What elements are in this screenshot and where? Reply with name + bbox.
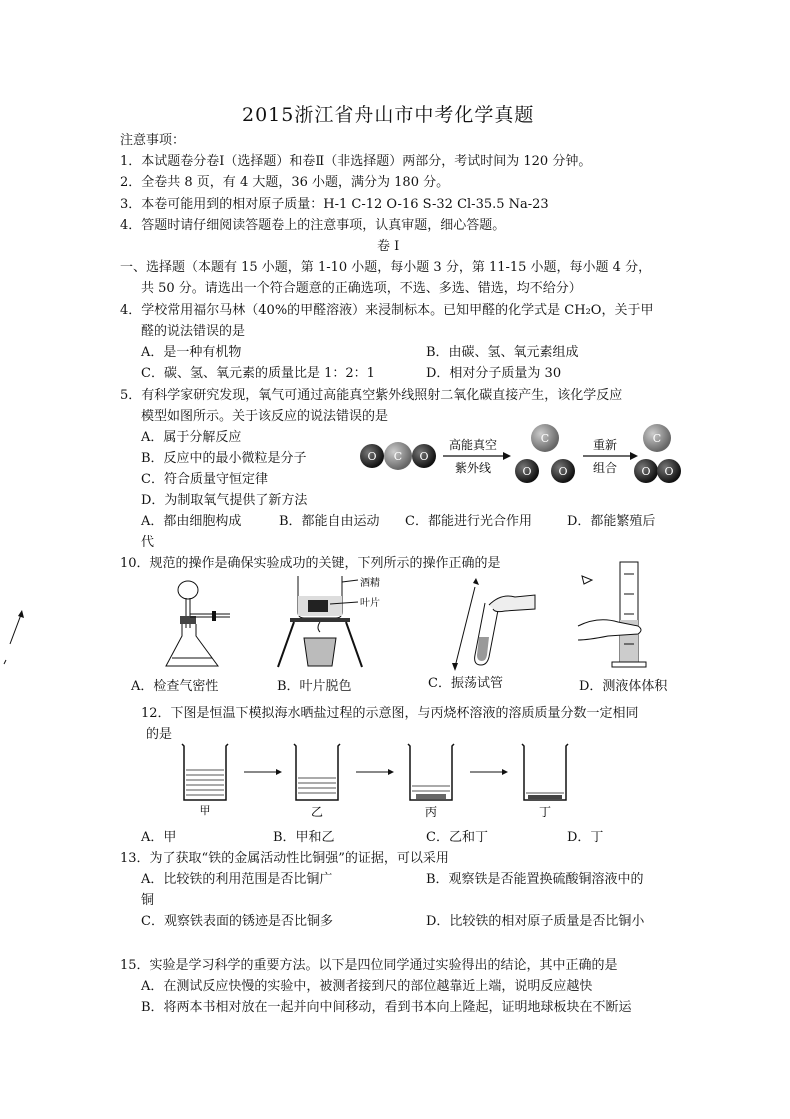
q13-option-d: D．比较铁的相对原子质量是否比铜小 — [426, 914, 645, 929]
q13-option-b: B．观察铁是否能置换硫酸铜溶液中的 — [426, 872, 644, 887]
arrow-condition-bottom: 紫外线 — [454, 461, 492, 475]
atom-label: O — [522, 465, 532, 478]
margin-arrow-mark — [4, 608, 34, 668]
q5-stem: 5．有科学家研究发现，氧气可通过高能真空紫外线照射二氧化碳直接产生，该化学反应 — [120, 388, 623, 403]
page-title: 2015浙江省舟山市中考化学真题 — [242, 104, 535, 126]
q4-stem: 4．学校常用福尔马林（40%的甲醛溶液）来浸制标本。已知甲醛的化学式是 CH₂O，关于甲 — [120, 303, 654, 318]
arrow-condition-bottom: 组合 — [592, 461, 618, 475]
q13-stem: 13．为了获取“铁的金属活动性比铜强”的证据，可以采用 — [120, 851, 449, 866]
note-item: 3．本卷可能用到的相对原子质量：H-1 C-12 O-16 S-32 Cl-35.5 Na-23 — [120, 197, 549, 212]
beaker-label: 乙 — [310, 805, 324, 819]
notes-heading: 注意事项： — [120, 133, 186, 148]
q4-option-b: B．由碳、氢、氧元素组成 — [426, 345, 579, 360]
reaction-model-diagram — [355, 418, 685, 490]
atom-label: O — [419, 450, 429, 463]
note-item: 2．全卷共 8 页，有 4 大题，36 小题，满分为 180 分。 — [120, 175, 450, 190]
q12-option-d: D．丁 — [567, 830, 604, 845]
beaker-yi — [294, 744, 340, 800]
section-instructions-line1: 一、选择题（本题有 15 小题，第 1-10 小题，每小题 3 分，第 11-15 小题，每小题 4 分， — [120, 260, 652, 275]
atom-label: C — [393, 450, 403, 463]
q10-option-d: D．测液体体积 — [579, 679, 668, 694]
q10-option-c: C．振荡试管 — [428, 676, 503, 691]
beaker-label: 丁 — [538, 805, 552, 819]
q15-stem: 15．实验是学习科学的重要方法。以下是四位同学通过实验得出的结论，其中正确的是 — [120, 958, 618, 973]
atom-label: O — [664, 465, 674, 478]
q5-option-b: B．反应中的最小微粒是分子 — [141, 451, 307, 466]
q13-option-c: C．观察铁表面的锈迹是否比铜多 — [141, 914, 333, 929]
alcohol-label: 酒精 — [360, 578, 380, 589]
atom-label: O — [367, 450, 377, 463]
q15-option-a: A．在测试反应快慢的实验中，被测者接到尺的部位越靠近上端，说明反应越快 — [141, 979, 593, 994]
q12-stem: 12．下图是恒温下模拟海水晒盐过程的示意图，与丙烧杯溶液的溶质质量分数一定相同 — [141, 706, 639, 721]
q-extra-option-a: A．都由细胞构成 — [141, 514, 242, 529]
q10-option-b: B．叶片脱色 — [277, 679, 352, 694]
atom-label: O — [641, 465, 651, 478]
leaf-decolorize-illustration — [270, 572, 390, 672]
arrow-condition-top: 高能真空 — [448, 438, 498, 452]
atom-label: C — [540, 432, 550, 445]
atom-label: C — [652, 432, 662, 445]
volume-label: 卷 Ⅰ — [377, 239, 400, 254]
q12-option-c: C．乙和丁 — [426, 830, 488, 845]
q4-option-c: C．碳、氢、氧元素的质量比是 1：2：1 — [141, 366, 375, 381]
section-instructions-line2: 共 50 分。请选出一个符合题意的正确选项，不选、多选、错选，均不给分） — [141, 281, 582, 296]
q12-option-a: A．甲 — [141, 830, 177, 845]
leaf-label: 叶片 — [360, 598, 380, 609]
q12-stem-cont: 的是 — [146, 727, 173, 742]
q-extra-option-d: D．都能繁殖后 — [567, 514, 656, 529]
measure-volume-illustration — [578, 560, 668, 675]
q4-option-a: A．是一种有机物 — [141, 345, 242, 360]
q5-stem-cont: 模型如图所示。关于该反应的说法错误的是 — [141, 409, 389, 424]
q4-stem-cont: 醛的说法错误的是 — [141, 324, 246, 339]
q12-option-b: B．甲和乙 — [273, 830, 335, 845]
q-extra-option-b: B．都能自由运动 — [279, 514, 380, 529]
airtightness-check-illustration — [160, 578, 245, 673]
note-item: 4．答题时请仔细阅读答题卷上的注意事项，认真审题，细心答题。 — [120, 218, 506, 233]
q-extra-cont: 代 — [141, 535, 155, 550]
q10-stem: 10．规范的操作是确保实验成功的关键，下列所示的操作正确的是 — [120, 556, 501, 571]
q15-option-b: B．将两本书相对放在一起并向中间移动，看到书本向上隆起，证明地球板块在不断运 — [141, 1000, 632, 1015]
q13-option-a: A．比较铁的利用范围是否比铜广 — [141, 872, 333, 887]
beaker-label: 甲 — [199, 804, 211, 817]
q-extra-option-c: C．都能进行光合作用 — [405, 514, 532, 529]
q13-option-b-cont: 铜 — [141, 893, 155, 908]
beaker-label: 丙 — [424, 805, 438, 819]
q10-option-a: A．检查气密性 — [131, 679, 219, 694]
atom-label: O — [558, 465, 568, 478]
q5-option-c: C．符合质量守恒定律 — [141, 472, 268, 487]
q4-option-d: D．相对分子质量为 30 — [426, 366, 562, 381]
beaker-ding — [522, 744, 568, 800]
test-tube-shake-illustration — [445, 575, 540, 675]
beaker-bing — [408, 744, 454, 800]
seawater-evaporation-diagram — [176, 742, 576, 822]
arrow-condition-top: 重新 — [592, 438, 618, 452]
q5-option-d: D．为制取氧气提供了新方法 — [141, 493, 308, 508]
q5-option-a: A．属于分解反应 — [141, 430, 242, 445]
note-item: 1．本试题卷分卷Ⅰ（选择题）和卷Ⅱ（非选择题）两部分，考试时间为 120 分钟。 — [120, 154, 592, 169]
beaker-jia — [182, 744, 228, 800]
